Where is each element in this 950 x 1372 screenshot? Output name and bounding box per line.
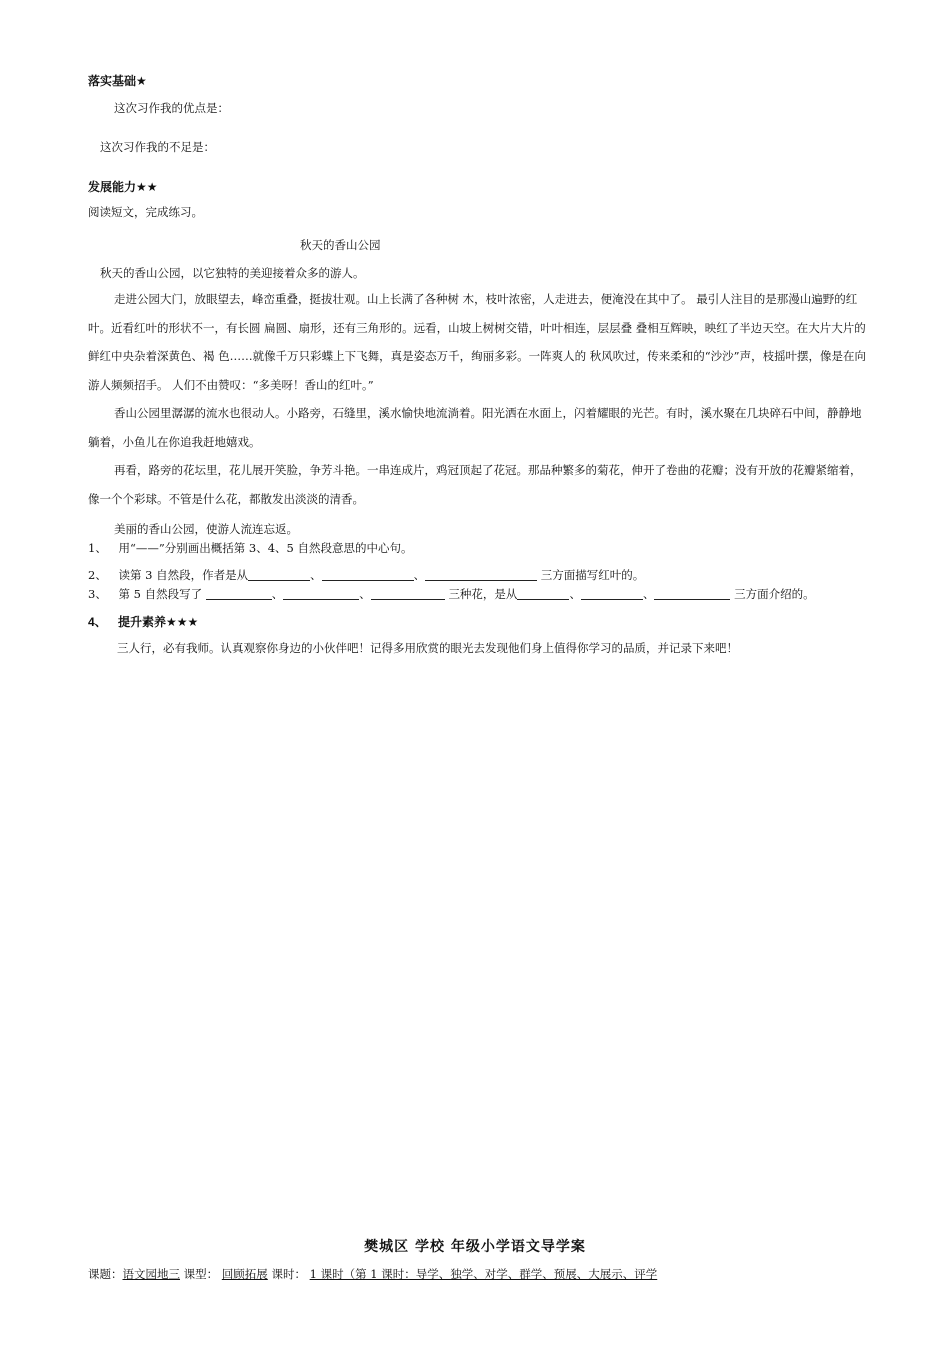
answer-blank[interactable] [248,568,310,581]
section-heading-basics: 落实基础★ [88,74,147,88]
article-paragraph-5: 美丽的香山公园，使游人流连忘返。 [114,522,298,536]
strength-prompt: 这次习作我的优点是： [114,101,229,115]
hours-label: 课时： [271,1267,306,1281]
separator: 、 [569,587,581,601]
topic-label: 课题： [88,1267,123,1281]
answer-blank[interactable] [581,587,643,600]
separator: 、 [413,568,426,582]
question-1 [88,540,413,556]
question-3 [88,586,815,602]
answer-blank[interactable] [371,587,445,600]
article-title: 秋天的香山公园 [300,238,381,252]
answer-blank[interactable] [654,587,730,600]
question-text: 三方面描写红叶的。 [540,568,645,582]
article-paragraph-2: 走进公园大门，放眼望去，峰峦重叠，挺拔壮观。山上长满了各种树 木，枝叶浓密，人走进去，便淹没在其中了。 最引人注目的是那漫山遍野的红叶。近看红叶的形状不一，有长圆 扁圆、扇形，还有三角形的。远看，山坡上树树交错，叶叶相连，层层叠 叠相互辉映，映红了半边天空。在大片大片的鲜红中央杂着深黄色、褐 色……就像千万只彩蝶上下飞舞，真是姿态万千，绚丽多彩。一阵爽人的 秋风吹过，传来柔和的“沙沙”声，枝摇叶摆，像是在向游人频频招手。 人们不由赞叹：“多美呀！香山的红叶。” [88,292,867,392]
reading-instruction: 阅读短文，完成练习。 [88,205,203,219]
question-number: 2、 [88,568,107,582]
lesson-info [88,1266,657,1282]
question-number: 1、 [88,541,107,555]
question-number: 4、 [88,615,107,629]
question-text: 用“——”分别画出概括第 3、4、5 自然段意思的中心句。 [118,541,413,555]
hours-value: 1 课时（第 1 课时：导学、独学、对学、群学、预展、大展示、评学 [309,1267,658,1281]
question-text: 读第 3 自然段，作者是从 [118,568,249,582]
answer-blank[interactable] [322,568,414,581]
question-number: 3、 [88,587,107,601]
article-paragraph-4: 再看，路旁的花坛里，花儿展开笑脸，争芳斗艳。一串连成片，鸡冠顶起了花冠。那品种繁多的菊花，伸开了卷曲的花瓣；没有开放的花瓣紧缩着，像一个个彩球。不管是什么花，都散发出淡淡的清香。 [88,463,862,506]
separator: 、 [310,568,322,582]
answer-blank[interactable] [206,587,272,600]
answer-blank[interactable] [425,568,537,581]
answer-blank[interactable] [283,587,359,600]
article-paragraph-3: 香山公园里潺潺的流水也很动人。小路旁，石缝里，溪水愉快地流淌着。阳光洒在水面上，闪着耀眼的光芒。有时，溪水聚在几块碎石中间，静静地躺着，小鱼儿在你追我赶地嬉戏。 [88,406,862,449]
question-text: 第 5 自然段写了 [118,587,203,601]
topic-value: 语文园地三 [122,1267,180,1281]
weakness-prompt: 这次习作我的不足是： [100,140,215,154]
question-2 [88,567,644,583]
question-4-text: 三人行，必有我师。认真观察你身边的小伙伴吧！记得多用欣赏的眼光去发现他们身上值得你学习的品质，并记录下来吧！ [117,641,738,655]
separator: 、 [359,587,371,601]
question-4-heading [88,613,198,630]
article-paragraph-1: 秋天的香山公园，以它独特的美迎接着众多的游人。 [100,266,365,280]
section-heading-ability: 发展能力★★ [88,180,158,194]
question-text: 三种花，是从 [448,587,518,601]
separator: 、 [642,587,655,601]
question-text: 三方面介绍的。 [734,587,815,601]
type-value: 回顾拓展 [221,1267,268,1281]
worksheet-title: 樊城区 学校 年级小学语文导学案 [364,1239,586,1255]
separator: 、 [271,587,284,601]
section-heading-literacy: 提升素养★★★ [118,615,199,629]
type-label: 课型： [183,1267,219,1281]
answer-blank[interactable] [517,587,569,600]
